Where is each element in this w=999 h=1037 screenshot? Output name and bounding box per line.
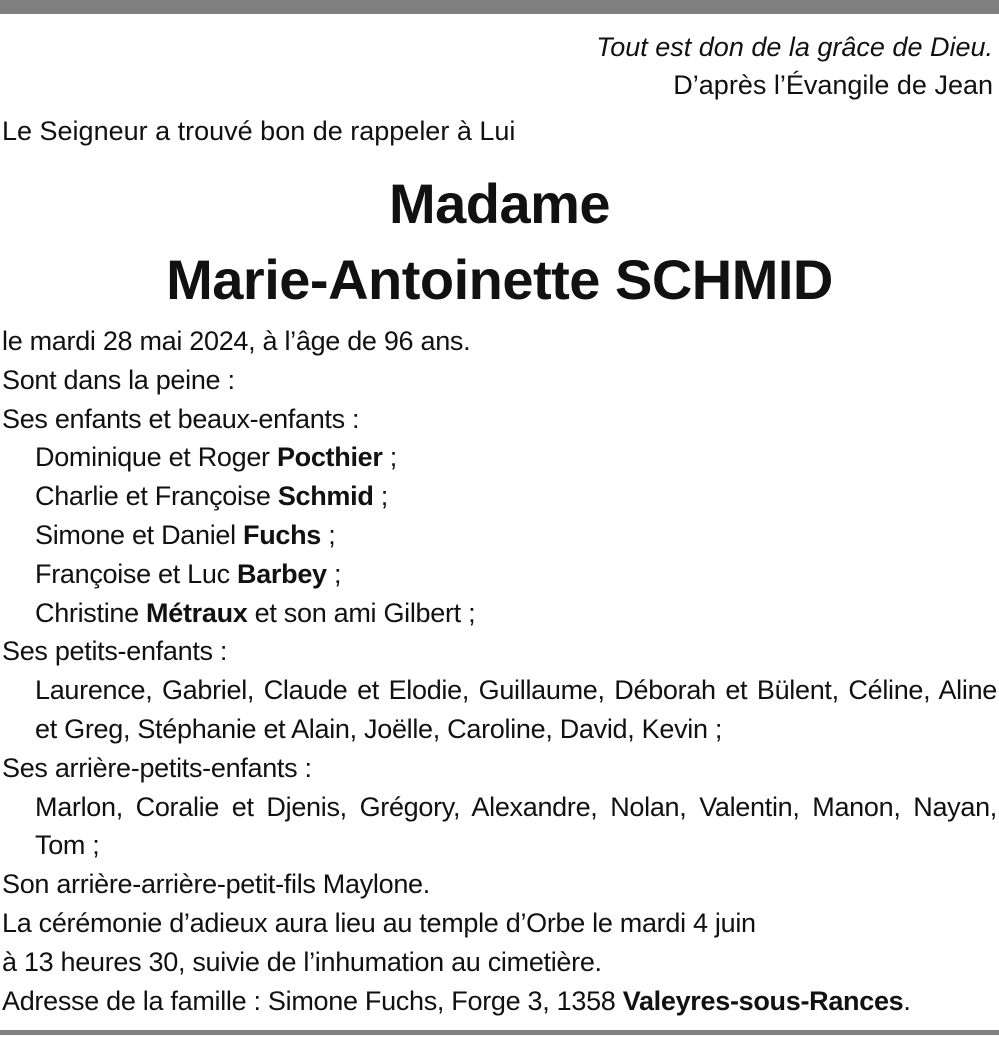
- grandchildren-heading: Ses petits-enfants :: [2, 636, 228, 667]
- child-entry: Charlie et Françoise Schmid ;: [35, 481, 388, 512]
- child-surname: Pocthier: [276, 442, 383, 473]
- grandchildren-list: Laurence, Gabriel, Claude et Elodie, Guillaume, Déborah et Bülent, Céline, Aline et Greg, Stéphanie et Alain, Joëlle, Caroline, David, Kevin ;: [35, 675, 997, 744]
- ceremony-line-1: La cérémonie d’adieux aura lieu au temple d’Orbe le mardi 4 juin: [2, 907, 756, 938]
- mourners-heading: Sont dans la peine :: [2, 364, 235, 395]
- family-address: Adresse de la famille : Simone Fuchs, Forge 3, 1358 Valeyres-sous-Rances.: [2, 985, 911, 1016]
- great-grandchildren-heading: Ses arrière-petits-enfants :: [2, 752, 312, 783]
- death-date-line: le mardi 28 mai 2024, à l’âge de 96 ans.: [2, 326, 471, 356]
- child-entry: Françoise et Luc Barbey ;: [35, 558, 342, 589]
- deceased-title: Madame: [388, 172, 611, 235]
- bottom-border: [0, 1030, 999, 1035]
- children-heading: Ses enfants et beaux-enfants :: [2, 403, 360, 434]
- great-great-grandson-line: Son arrière-arrière-petit-fils Maylone.: [2, 869, 430, 900]
- top-border: [0, 0, 999, 14]
- deceased-name: Marie-Antoinette SCHMID: [166, 248, 833, 311]
- child-surname: Barbey: [237, 558, 327, 589]
- announcement-body: [2, 322, 997, 1020]
- child-entry: Simone et Daniel Fuchs ;: [35, 519, 336, 550]
- ceremony-line-2: à 13 heures 30, suivie de l’inhumation au cimetière.: [2, 946, 602, 977]
- intro-line: Le Seigneur a trouvé bon de rappeler à Lui: [2, 116, 516, 146]
- epigraph-source: D’après l’Évangile de Jean: [673, 70, 993, 100]
- epigraph: [596, 28, 993, 104]
- child-surname: Fuchs: [243, 519, 322, 550]
- address-locality: Valeyres-sous-Rances: [622, 985, 904, 1016]
- epigraph-text: Tout est don de la grâce de Dieu.: [596, 32, 993, 62]
- child-entry: Christine Métraux et son ami Gilbert ;: [35, 597, 476, 628]
- child-surname: Schmid: [277, 481, 374, 512]
- deceased-heading: [0, 166, 999, 318]
- child-entry: Dominique et Roger Pocthier ;: [35, 442, 397, 473]
- child-surname: Métraux: [146, 597, 248, 628]
- great-grandchildren-list: Marlon, Coralie et Djenis, Grégory, Alexandre, Nolan, Valentin, Manon, Nayan, Tom ;: [35, 791, 997, 861]
